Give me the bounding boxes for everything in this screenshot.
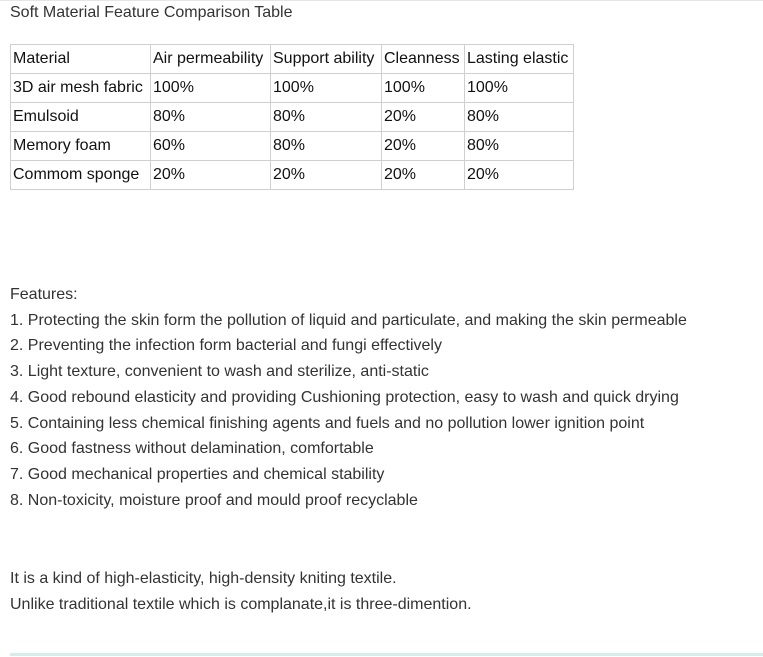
features-heading: Features: — [10, 286, 78, 303]
table-cell-cleanness: 100% — [382, 74, 465, 103]
table-cell-air-permeability: 100% — [151, 74, 271, 103]
table-cell-air-permeability: 80% — [151, 103, 271, 132]
features-section — [10, 282, 687, 513]
table-cell-lasting-elastic: 100% — [465, 74, 574, 103]
table-cell-air-permeability: 20% — [151, 161, 271, 190]
description-section — [10, 566, 472, 618]
table-cell-support-ability: 80% — [271, 103, 382, 132]
feature-item: 6. Good fastness without delamination, comfortable — [10, 440, 374, 458]
table-cell-lasting-elastic: 80% — [465, 103, 574, 132]
table-cell-support-ability: 80% — [271, 132, 382, 161]
header-cell-air-permeability: Air permeability — [151, 45, 271, 74]
feature-item: 1. Protecting the skin form the pollution of liquid and particulate, and making the skin permeable — [10, 311, 687, 329]
header-cell-lasting-elastic: Lasting elastic — [465, 45, 574, 74]
table-cell-material: Memory foam — [11, 132, 151, 161]
header-cell-material: Material — [11, 45, 151, 74]
bottom-divider — [10, 653, 763, 656]
table-cell-cleanness: 20% — [382, 103, 465, 132]
table-cell-cleanness: 20% — [382, 132, 465, 161]
table-cell-material: Emulsoid — [11, 103, 151, 132]
table-cell-cleanness: 20% — [382, 161, 465, 190]
table-cell-support-ability: 20% — [271, 161, 382, 190]
table-cell-air-permeability: 60% — [151, 132, 271, 161]
table-row — [11, 103, 574, 132]
feature-item: 2. Preventing the infection form bacterial and fungi effectively — [10, 337, 442, 355]
table-row — [11, 161, 574, 190]
header-cell-support-ability: Support ability — [271, 45, 382, 74]
top-divider — [0, 0, 763, 1]
description-line-2: Unlike traditional textile which is complanate,it is three-dimention. — [10, 596, 472, 613]
feature-item: 8. Non-toxicity, moisture proof and mould proof recyclable — [10, 491, 418, 509]
feature-item: 3. Light texture, convenient to wash and sterilize, anti-static — [10, 363, 429, 381]
description-line-1: It is a kind of high-elasticity, high-density kniting textile. — [10, 570, 397, 587]
header-cell-cleanness: Cleanness — [382, 45, 465, 74]
table-cell-material: Commom sponge — [11, 161, 151, 190]
comparison-table — [10, 44, 574, 190]
table-cell-lasting-elastic: 20% — [465, 161, 574, 190]
feature-item: 5. Containing less chemical finishing agents and fuels and no pollution lower ignition point — [10, 414, 645, 432]
table-row — [11, 74, 574, 103]
feature-item: 4. Good rebound elasticity and providing Cushioning protection, easy to wash and quick drying — [10, 388, 679, 406]
feature-item: 7. Good mechanical properties and chemical stability — [10, 465, 385, 483]
table-cell-material: 3D air mesh fabric — [11, 74, 151, 103]
table-cell-lasting-elastic: 80% — [465, 132, 574, 161]
table-row — [11, 132, 574, 161]
page-title: Soft Material Feature Comparison Table — [10, 4, 293, 21]
table-header-row — [11, 45, 574, 74]
table-cell-support-ability: 100% — [271, 74, 382, 103]
